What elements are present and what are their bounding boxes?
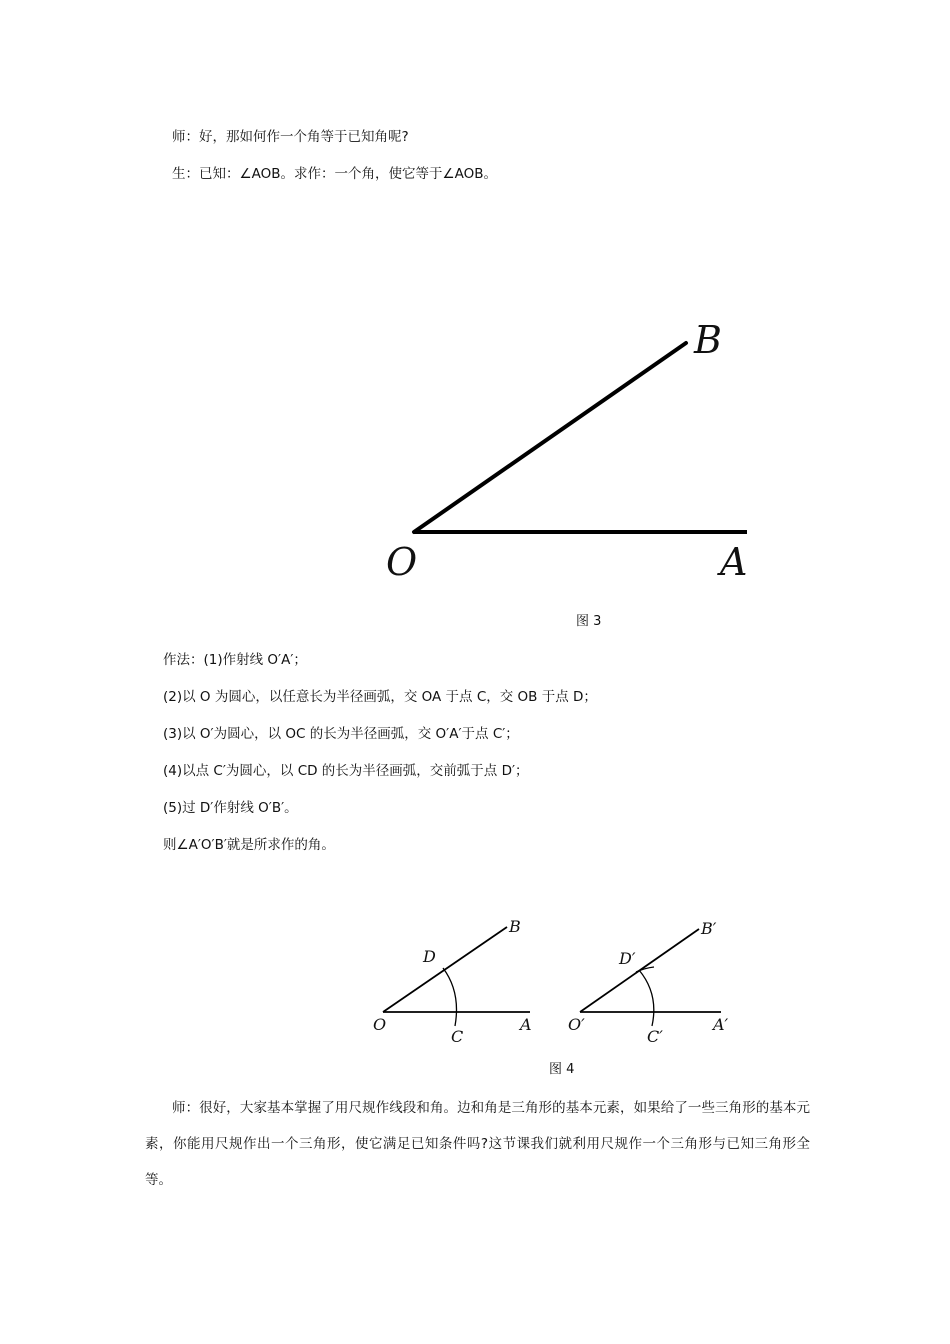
figure-4-constructed-angle bbox=[568, 919, 729, 1046]
ray-ob bbox=[383, 927, 507, 1012]
method-step-4: (4)以点 C′为圆心，以 CD 的长为半径画弧，交前弧于点 D′； bbox=[163, 763, 529, 779]
student-answer: 生：已知：∠AOB。求作：一个角，使它等于∠AOB。 bbox=[172, 166, 497, 182]
method-step-2: (2)以 O 为圆心，以任意长为半径画弧，交 OA 于点 C，交 OB 于点 D； bbox=[163, 689, 597, 705]
figure-3-caption: 图 3 bbox=[576, 614, 602, 629]
teacher-question: 师：好，那如何作一个角等于已知角呢? bbox=[172, 129, 409, 145]
arc-cd bbox=[443, 968, 457, 1026]
label-b: B bbox=[509, 917, 521, 936]
label-d: D bbox=[423, 947, 436, 966]
label-a-prime: A′ bbox=[713, 1015, 729, 1034]
label-c-prime: C′ bbox=[647, 1027, 663, 1046]
figure-4 bbox=[365, 910, 745, 1050]
label-c: C bbox=[451, 1027, 464, 1046]
figure-4-caption: 图 4 bbox=[549, 1062, 575, 1077]
label-a: A bbox=[520, 1015, 532, 1034]
label-o: O bbox=[386, 540, 418, 584]
label-a: A bbox=[720, 540, 748, 584]
teacher-summary-paragraph: 师：很好，大家基本掌握了用尺规作线段和角。边和角是三角形的基本元素，如果给了一些三角形的基本元素，你能用尺规作出一个三角形，使它满足已知条件吗?这节课我们就利用尺规作一个三角形与已知三角形全等。 bbox=[145, 1100, 810, 1188]
figure-3 bbox=[380, 315, 760, 590]
ray-ob bbox=[414, 343, 686, 532]
method-conclusion: 则∠A′O′B′就是所求作的角。 bbox=[163, 837, 335, 853]
label-b-prime: B′ bbox=[701, 919, 717, 938]
method-step-5: (5)过 D′作射线 O′B′。 bbox=[163, 800, 298, 816]
label-b: B bbox=[694, 318, 722, 362]
method-step-3: (3)以 O′为圆心，以 OC 的长为半径画弧，交 O′A′于点 C′； bbox=[163, 726, 519, 742]
figure-4-original-angle bbox=[373, 917, 532, 1046]
label-o-prime: O′ bbox=[568, 1015, 585, 1034]
label-o: O bbox=[373, 1015, 387, 1034]
arc-c-prime bbox=[639, 970, 654, 1026]
label-d-prime: D′ bbox=[619, 949, 636, 968]
method-step-1: 作法：(1)作射线 O′A′； bbox=[163, 652, 307, 668]
